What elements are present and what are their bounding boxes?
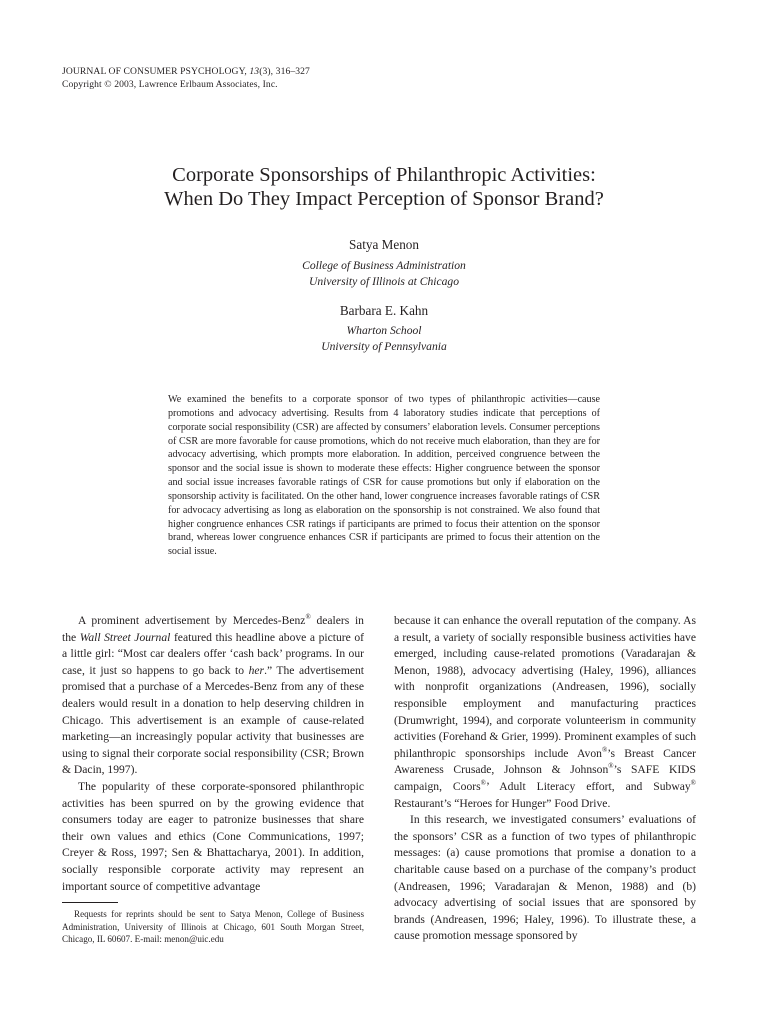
title-line-2: When Do They Impact Perception of Sponsor Brand? (164, 187, 604, 210)
author-affiliation: College of Business Administration University of Illinois at Chicago (302, 259, 466, 288)
author-name: Barbara E. Kahn (339, 303, 429, 318)
journal-header (62, 66, 310, 91)
footnote-divider (62, 902, 118, 903)
body-paragraph: The popularity of these corporate-sponsored philanthropic activities has been spurred on by the growing evidence that consumers today are eager to patronize businesses that share their own values and ethics (Cone Communications, 1997; Creyer & Ross, 1997; Sen & Bhattacharya, 2001). In addition, socially responsible corporate activity may represent an important source of competitive advantage (62, 779, 364, 893)
abstract: We examined the benefits to a corporate sponsor of two types of philanthropic activities—cause promotions and advocacy advertising. Results from 4 laboratory studies indicate that perceptions of corporate social responsibility (CSR) are affected by consumers’ elaboration levels. Consumer perceptions of CSR are more favorable for cause promotions, which do not receive much elaboration, than they are for advocacy advertising, which prompts more elaboration. In addition, perceived congruence between the sponsor and the social issue is shown to moderate these effects: Higher congruence between the sponsor and social issue increases favorable ratings of CSR for cause promotions but only if elaboration on the sponsorship activity is facilitated. On the other hand, lower congruence increases favorable ratings of CSR for advocacy advertising as long as elaboration on the sponsorship is not constrained. We also found that higher congruence enhances CSR ratings if participants are primed to focus their attention on the sponsor brand, whereas lower congruence enhances CSR if participants are primed to focus their attention on the social issue. (168, 394, 600, 558)
author-affiliation: Wharton School University of Pennsylvania (321, 324, 447, 353)
body-column-right (394, 613, 696, 945)
copyright-line: Copyright © 2003, Lawrence Erlbaum Associates, Inc. (62, 78, 278, 90)
footnote: Requests for reprints should be sent to Satya Menon, College of Business Administration, University of Illinois at Chicago, 601 South Morgan Street, Chicago, IL 60607. E-mail: menon@uic.edu (62, 909, 364, 945)
author-name: Satya Menon (349, 237, 419, 252)
journal-citation: JOURNAL OF CONSUMER PSYCHOLOGY, 13(3), 316–327 (62, 66, 310, 77)
body-paragraph: A prominent advertisement by Mercedes-Benz® dealers in the Wall Street Journal featured this headline above a picture of a little girl: “Most car dealers offer ‘cash back’ programs. In our case, it just so happens to go back to her.” The advertisement promised that a purchase of a Mercedes-Benz from any of these dealers would result in a donation to help deserving children in Chicago. This advertisement is an example of cause-related marketing—an increasingly popular activity that businesses are using to signal their corporate social responsibility (CSR; Brown & Dacin, 1997). (62, 613, 364, 777)
body-paragraph: because it can enhance the overall reputation of the company. As a result, a variety of socially responsible business activities have emerged, including cause-related promotions (Varadarajan & Menon, 1988), advocacy advertising (Haley, 1996), alliances with nonprofit organizations (Andreasen, 1996), socially responsible employment and manufacturing practices (Drumwright, 1994), and corporate volunteerism in community activities (Forehand & Grier, 1999). Prominent examples of such philanthropic sponsorships include Avon®’s Breast Cancer Awareness Crusade, Johnson & Johnson®’s SAFE KIDS campaign, Coors®’ Adult Literacy effort, and Subway® Restaurant’s “Heroes for Hunger” Food Drive. (394, 614, 696, 810)
volume-number: 13 (249, 66, 260, 77)
body-paragraph: In this research, we investigated consumers’ evaluations of the sponsors’ CSR as a function of two types of philanthropic messages: (a) cause promotions that promise a donation to a charitable cause based on a purchase of the company’s product (Andreasen, 1996; Varadarajan & Menon, 1988) and (b) advocacy advertising of social issues that are sponsored by brands (Andreasen, 1996; Haley, 1996). To illustrate these, a cause promotion message sponsored by (394, 813, 696, 943)
article-title (0, 164, 768, 211)
title-line-1: Corporate Sponsorships of Philanthropic Activities: (172, 164, 596, 186)
body-column-left (62, 613, 364, 895)
